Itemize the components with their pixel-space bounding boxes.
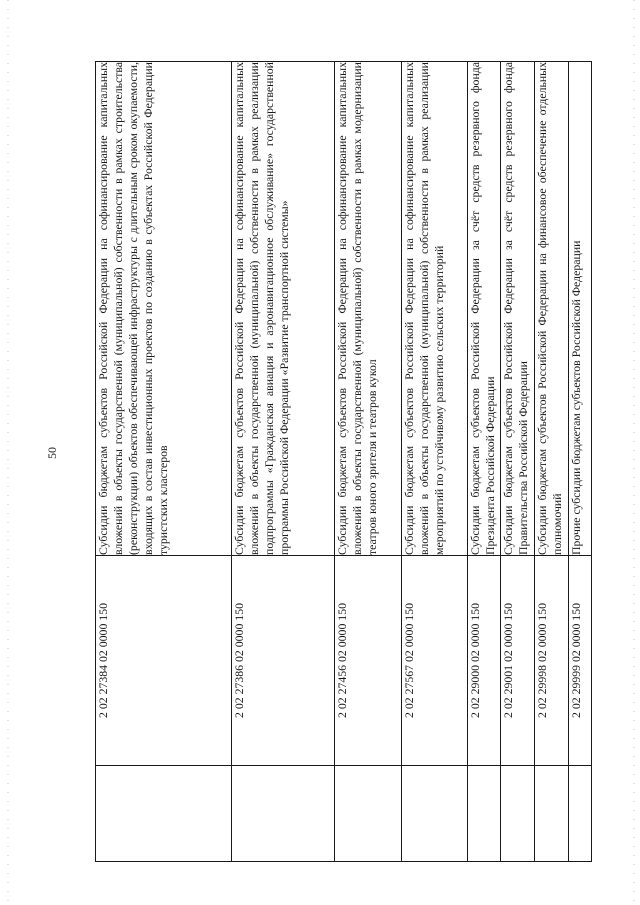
- budget-code-cell: 2 02 27384 02 0000 150: [96, 556, 232, 766]
- budget-code-cell: 2 02 29999 02 0000 150: [569, 556, 592, 766]
- budget-code-cell: 2 02 29000 02 0000 150: [468, 556, 501, 766]
- budget-code-cell: 2 02 29001 02 0000 150: [501, 556, 535, 766]
- scan-margin-right: [633, 0, 635, 905]
- page-number: 50: [45, 447, 59, 459]
- empty-cell: [232, 766, 335, 862]
- table-row: [335, 62, 402, 862]
- table-row: [569, 62, 592, 862]
- budget-code-cell: 2 02 27386 02 0000 150: [232, 556, 335, 766]
- table-row: [468, 62, 501, 862]
- description-cell: Субсидии бюджетам субъектов Российской Федерации на софинансирование капитальных вложений в объекты государственной (муниципальной) собственности в рамках строительства (реконструкции) объектов обеспечивающей инфраструктуры с длительным сроком окупаемости, входящих в состав инвестиционных проектов по созданию в субъектах Российской Федерации туристских кластеров: [96, 62, 232, 556]
- description-cell: Субсидии бюджетам субъектов Российской Федерации на софинансирование капитальных вложений в объекты государственной (муниципальной) собственности в рамках реализации подпрограммы «Гражданская авиация и аэронавигационное обслуживание» государственной программы Российской Федерации «Развитие транспортной системы»: [232, 62, 335, 556]
- budget-code-cell: 2 02 29998 02 0000 150: [535, 556, 569, 766]
- table-row: [232, 62, 335, 862]
- table-row: [96, 62, 232, 862]
- empty-cell: [501, 766, 535, 862]
- rotated-table-container: [95, 62, 591, 862]
- description-cell: Субсидии бюджетам субъектов Российской Федерации за счёт средств резервного фонда Правительства Российской Федерации: [501, 62, 535, 556]
- empty-cell: [535, 766, 569, 862]
- empty-cell: [402, 766, 468, 862]
- budget-code-cell: 2 02 27567 02 0000 150: [402, 556, 468, 766]
- budget-classification-table: [95, 61, 592, 862]
- table-row: [535, 62, 569, 862]
- table-row: [501, 62, 535, 862]
- description-cell: Субсидии бюджетам субъектов Российской Федерации на софинансирование капитальных вложений в объекты государственной (муниципальной) собственности в рамках модернизации театров юного зрителя и театров кукол: [335, 62, 402, 556]
- description-cell: Субсидии бюджетам субъектов Российской Федерации за счёт средств резервного фонда Президента Российской Федерации: [468, 62, 501, 556]
- description-cell: Субсидии бюджетам субъектов Российской Федерации на софинансирование капитальных вложений в объекты государственной (муниципальной) собственности в рамках реализации мероприятий по устойчивому развитию сельских территорий: [402, 62, 468, 556]
- scan-margin-left: [7, 0, 9, 905]
- empty-cell: [468, 766, 501, 862]
- empty-cell: [96, 766, 232, 862]
- description-cell: Субсидии бюджетам субъектов Российской Федерации на финансовое обеспечение отдельных полномочий: [535, 62, 569, 556]
- empty-cell: [335, 766, 402, 862]
- table-row: [402, 62, 468, 862]
- empty-cell: [569, 766, 592, 862]
- budget-code-cell: 2 02 27456 02 0000 150: [335, 556, 402, 766]
- description-cell: Прочие субсидии бюджетам субъектов Российской Федерации: [569, 62, 592, 556]
